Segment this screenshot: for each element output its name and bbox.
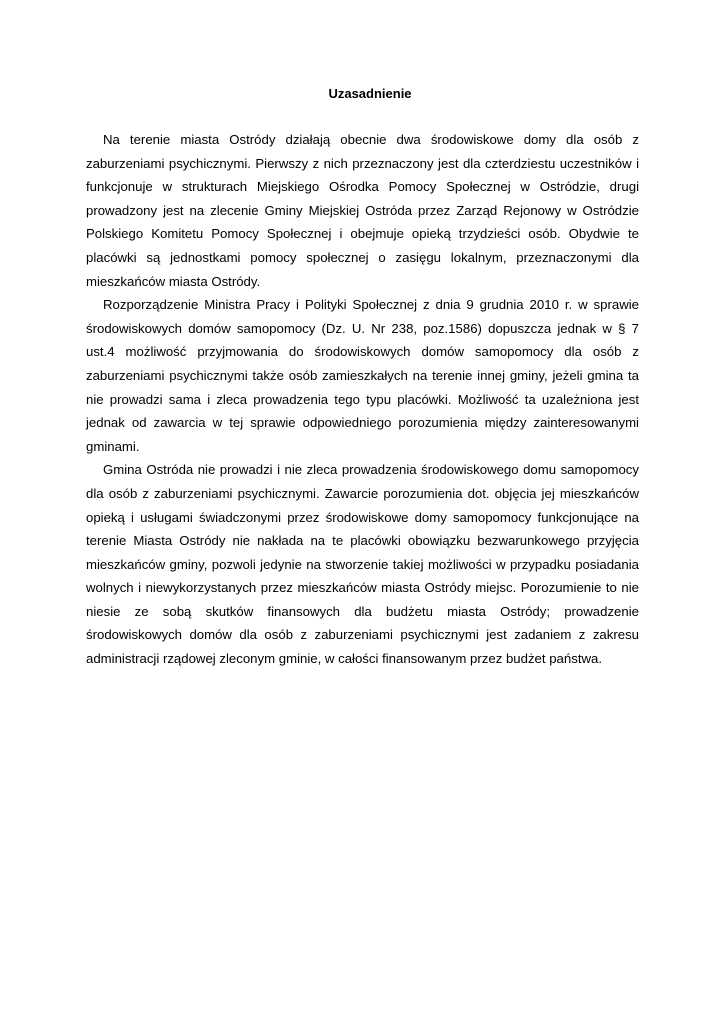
paragraph-1: Na terenie miasta Ostródy działają obecnie dwa środowiskowe domy dla osób z zaburzeniami psychicznymi. Pierwszy z nich przeznaczony jest dla czterdziestu uczestników i funkcjonuje w strukturach Miejskiego Ośrodka Pomocy Społecznej w Ostródzie, drugi prowadzony jest na zlecenie Gminy Miejskiej Ostróda przez Zarząd Rejonowy w Ostródzie Polskiego Komitetu Pomocy Społecznej i obejmuje opieką trzydzieści osób. Obydwie te placówki są jednostkami pomocy społecznej o zasięgu lokalnym, przeznaczonymi dla mieszkańców miasta Ostródy. xyxy=(86,132,639,289)
paragraph-2: Rozporządzenie Ministra Pracy i Polityki Społecznej z dnia 9 grudnia 2010 r. w sprawie środowiskowych domów samopomocy (Dz. U. Nr 238, poz.1586) dopuszcza jednak w § 7 ust.4 możliwość przyjmowania do środowiskowych domów samopomocy dla osób z zaburzeniami psychicznymi także osób zamieszkałych na terenie innej gminy, jeżeli gmina ta nie prowadzi sama i zleca prowadzenia tego typu placówki. Możliwość ta uzależniona jest jednak od zawarcia w tej sprawie odpowiedniego porozumienia między zainteresowanymi gminami. xyxy=(86,297,639,454)
paragraph-3: Gmina Ostróda nie prowadzi i nie zleca prowadzenia środowiskowego domu samopomocy dla osób z zaburzeniami psychicznymi. Zawarcie porozumienia dot. objęcia jej mieszkańców opieką i usługami świadczonymi przez środowiskowe domy samopomocy funkcjonujące na terenie Miasta Ostródy nie nakłada na te placówki obowiązku bezwarunkowego przyjęcia mieszkańców gminy, pozwoli jedynie na stworzenie takiej możliwości w przypadku posiadania wolnych i niewykorzystanych przez mieszkańców miasta Ostródy miejsc. Porozumienie to nie niesie ze sobą skutków finansowych dla budżetu miasta Ostródy; prowadzenie środowiskowych domów dla osób z zaburzeniami psychicznymi jest zadaniem z zakresu administracji rządowej zleconym gminie, w całości finansowanym przez budżet państwa. xyxy=(86,462,639,667)
document-title: Uzasadnienie xyxy=(328,86,412,101)
document-body xyxy=(86,128,639,671)
